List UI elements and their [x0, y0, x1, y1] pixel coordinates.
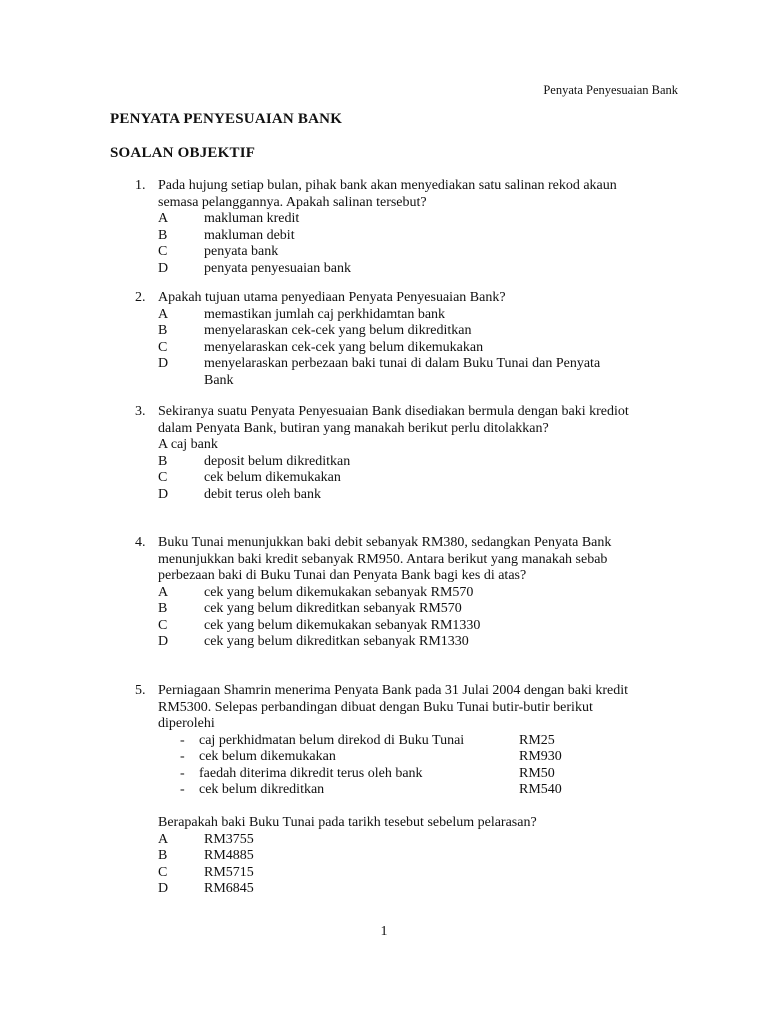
option-d — [158, 634, 469, 651]
option-label: B — [158, 323, 168, 338]
option-a — [158, 306, 446, 324]
option-b — [158, 601, 462, 618]
option-a — [158, 831, 254, 849]
document-title: PENYATA PENYESUAIAN BANK — [110, 111, 343, 127]
option-c — [158, 864, 254, 882]
option-c — [158, 339, 484, 357]
option-c — [158, 470, 341, 487]
option-b — [158, 848, 254, 865]
question-prompt: Berapakah baki Buku Tunai pada tarikh tesebut sebelum pelarasan? — [158, 815, 537, 830]
option-label: A — [158, 831, 169, 847]
question-text-line: Pada hujung setiap bulan, pihak bank akan menyediakan satu salinan rekod akaun — [158, 178, 617, 193]
option-label: D — [158, 634, 169, 649]
option-label: C — [158, 470, 168, 485]
option-d — [158, 881, 254, 898]
detail-dash: - — [180, 732, 185, 748]
option-text: penyata penyesuaian bank — [204, 260, 351, 276]
detail-text: faedah diterima dikredit terus oleh bank — [199, 765, 423, 781]
detail-amount: RM540 — [519, 782, 562, 797]
detail-amount: RM50 — [519, 765, 555, 781]
option-text: memastikan jumlah caj perkhidamtan bank — [204, 306, 446, 322]
option-text: cek belum dikemukakan — [204, 470, 341, 485]
option-label: D — [158, 881, 169, 896]
option-label: C — [158, 339, 168, 355]
option-continuation: Bank — [204, 372, 234, 388]
option-text: menyelaraskan cek-cek yang belum dikreditkan — [204, 323, 472, 338]
option-label: A — [158, 306, 169, 322]
option-d — [158, 260, 351, 278]
question-text-line: dalam Penyata Bank, butiran yang manakah berikut perlu ditolakkan? — [158, 420, 549, 436]
question-text-line: Buku Tunai menunjukkan baki debit sebanyak RM380, sedangkan Penyata Bank — [158, 535, 612, 550]
option-label: A — [158, 584, 169, 600]
option-text: cek yang belum dikemukakan sebanyak RM570 — [204, 584, 474, 600]
detail-amount: RM930 — [519, 749, 562, 764]
option-text: penyata bank — [204, 244, 279, 259]
question-number: 5. — [135, 683, 146, 698]
detail-dash: - — [180, 749, 185, 764]
detail-text: caj perkhidmatan belum direkod di Buku Tunai — [199, 732, 465, 748]
question-number: 2. — [135, 290, 146, 305]
option-b — [158, 323, 472, 340]
question-text-line: Sekiranya suatu Penyata Penyesuaian Bank disediakan bermula dengan baki krediot — [158, 404, 629, 419]
question-text-line: RM5300. Selepas perbandingan dibuat dengan Buku Tunai butir-butir berikut — [158, 699, 593, 715]
option-label: D — [158, 260, 169, 276]
section-subtitle: SOALAN OBJEKTIF — [110, 145, 256, 161]
option-text: cek yang belum dikreditkan sebanyak RM570 — [204, 601, 462, 616]
question-text-line: diperolehi — [158, 716, 215, 731]
option-b — [158, 227, 295, 245]
option-label: A — [158, 211, 169, 226]
option-label: C — [158, 617, 168, 633]
option-text: cek yang belum dikemukakan sebanyak RM1330 — [204, 617, 481, 633]
option-text: RM6845 — [204, 881, 254, 896]
question-text-line: A caj bank — [158, 437, 218, 452]
option-text: RM4885 — [204, 848, 254, 863]
option-a — [158, 211, 300, 228]
detail-dash: - — [180, 782, 185, 797]
detail-dash: - — [180, 765, 185, 781]
option-d — [158, 486, 322, 504]
option-text: cek yang belum dikreditkan sebanyak RM1330 — [204, 634, 469, 649]
option-label: C — [158, 864, 168, 880]
question-text-line: Apakah tujuan utama penyediaan Penyata Penyesuaian Bank? — [158, 290, 506, 305]
option-text: debit terus oleh bank — [204, 486, 322, 502]
option-text: menyelaraskan cek-cek yang belum dikemukakan — [204, 339, 484, 355]
option-label: B — [158, 601, 168, 616]
question-text-line: menunjukkan baki kredit sebanyak RM950. Antara berikut yang manakah sebab — [158, 551, 608, 567]
option-label: B — [158, 453, 168, 469]
option-text: RM5715 — [204, 864, 254, 880]
option-text: makluman kredit — [204, 211, 300, 226]
option-text: RM3755 — [204, 831, 254, 847]
question-text-line: Perniagaan Shamrin menerima Penyata Bank pada 31 Julai 2004 dengan baki kredit — [158, 683, 629, 698]
option-label: B — [158, 848, 168, 863]
detail-text: cek belum dikreditkan — [199, 782, 325, 797]
option-c — [158, 244, 279, 261]
option-text: deposit belum dikreditkan — [204, 453, 351, 469]
option-text: menyelaraskan perbezaan baki tunai di dalam Buku Tunai dan Penyata — [204, 356, 601, 371]
option-label: C — [158, 244, 168, 259]
question-number: 4. — [135, 535, 146, 550]
question-number: 1. — [135, 178, 146, 193]
option-c — [158, 617, 481, 635]
option-label: D — [158, 356, 169, 371]
page-number: 1 — [380, 924, 388, 939]
question-text-line: semasa pelanggannya. Apakah salinan tersebut? — [158, 194, 427, 210]
option-label: D — [158, 486, 169, 502]
option-text: makluman debit — [204, 227, 295, 243]
detail-text: cek belum dikemukakan — [199, 749, 336, 764]
option-label: B — [158, 227, 168, 243]
option-a — [158, 584, 474, 602]
question-number: 3. — [135, 404, 146, 419]
question-text-line: perbezaan baki di Buku Tunai dan Penyata Bank bagi kes di atas? — [158, 568, 527, 583]
option-d — [158, 356, 601, 373]
detail-amount: RM25 — [519, 732, 555, 748]
running-header: Penyata Penyesuaian Bank — [543, 83, 678, 97]
option-b — [158, 453, 351, 471]
